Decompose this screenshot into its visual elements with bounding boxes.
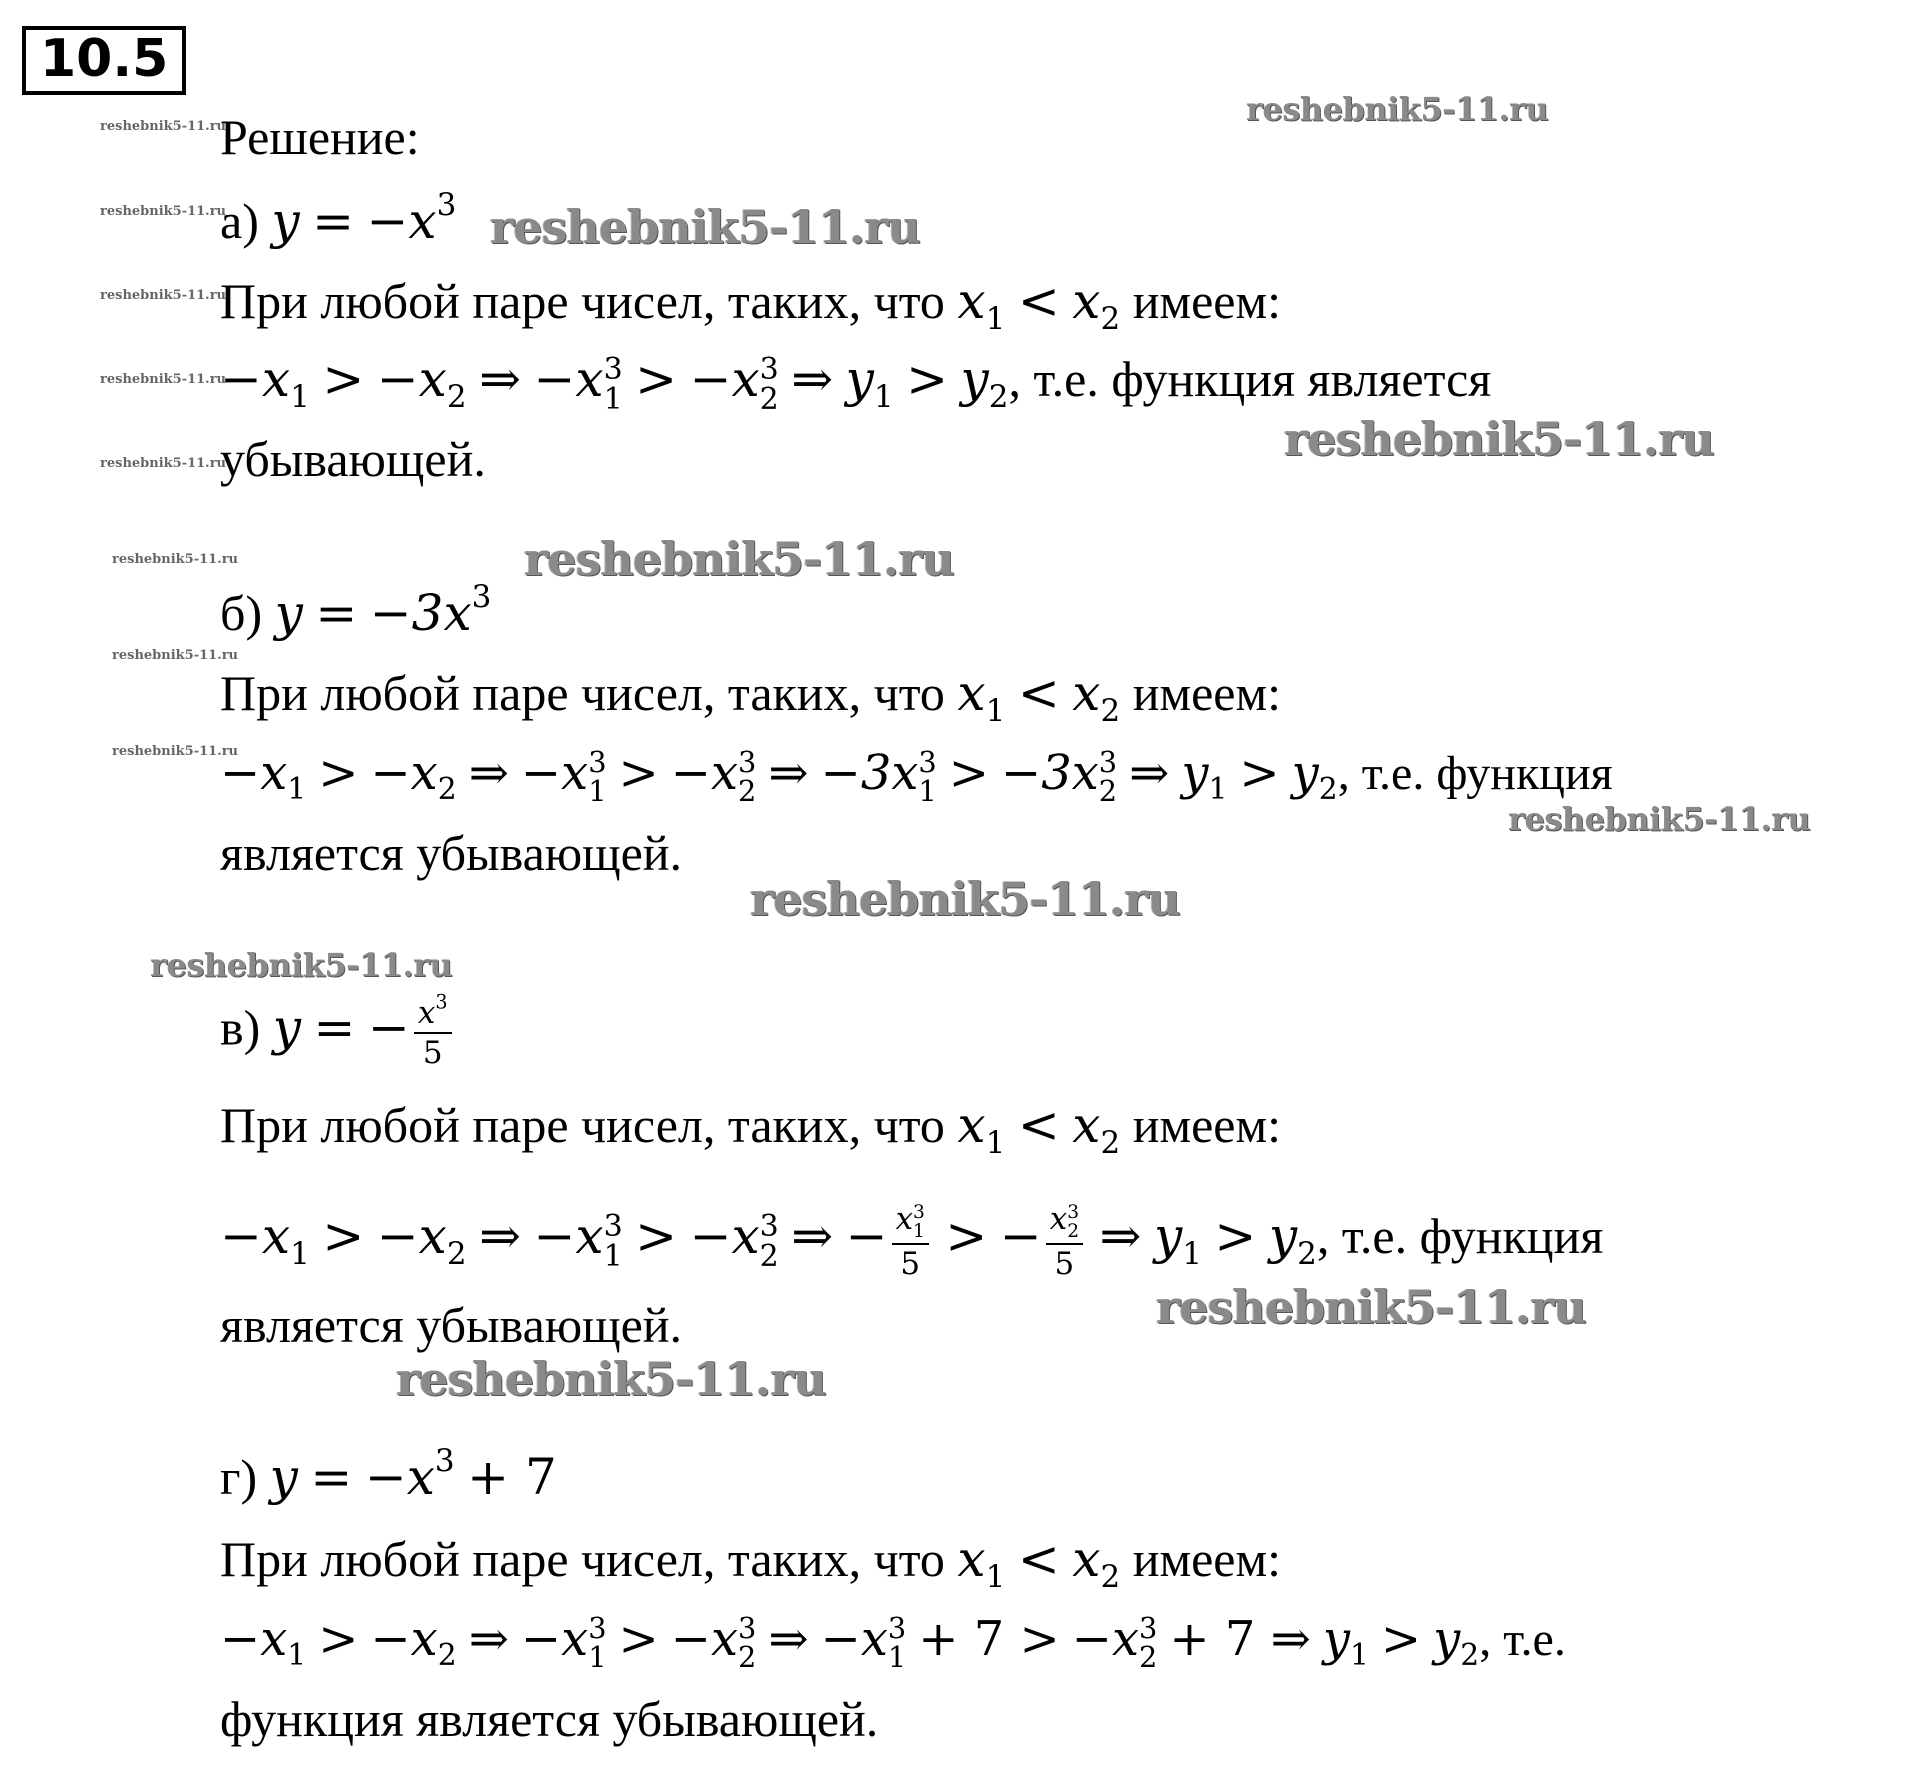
part-g-derivation: $-x_1 > -x_2$ ⇒ −x 3 1 > −x 3 2 ⇒ −x 3 1 + 7 > −x 3 2 + 7 ⇒ $y_1 > y_2$, т.е. (220, 1610, 1566, 1674)
part-v-derivation: $-x_1 > -x_2$ ⇒ −x 3 1 > −x 3 2 ⇒ − x 3 1 5 > − x 3 2 5 ⇒ $y_1 > y_2$, т.е. функция (220, 1201, 1604, 1283)
part-a-conclusion: убывающей. (220, 431, 486, 487)
part-b-derivation: $-x_1 > -x_2$ ⇒ −x 3 1 > −x 3 2 ⇒ −3x 3 1 > −3x 3 2 ⇒ $y_1 > y_2$, т.е. функция (220, 744, 1613, 808)
watermark: reshebnik5-11.ru (524, 532, 954, 586)
part-g-intro: При любой паре чисел, таких, что $x_1 < x_2$ имеем: (220, 1530, 1282, 1595)
watermark: reshebnik5-11.ru (100, 456, 227, 471)
part-v-function: в) y = − $\frac{x^3}{5}$ (220, 996, 456, 1070)
watermark: reshebnik5-11.ru (1508, 800, 1811, 838)
part-a-intro: При любой паре чисел, таких, что $x_1 < x_2$ имеем: (220, 272, 1282, 337)
watermark: reshebnik5-11.ru (150, 946, 453, 984)
watermark: reshebnik5-11.ru (112, 552, 239, 567)
watermark: reshebnik5-11.ru (112, 744, 239, 759)
part-v-conclusion: является убывающей. (220, 1297, 683, 1353)
watermark: reshebnik5-11.ru (112, 648, 239, 663)
watermark: reshebnik5-11.ru (100, 288, 227, 303)
watermark: reshebnik5-11.ru (100, 372, 227, 387)
part-a-derivation: $-x_1 > -x_2$ ⇒ −x 3 1 > −x 3 2 ⇒ $y_1 > y_2$, т.е. функция является (220, 350, 1492, 417)
watermark: reshebnik5-11.ru (100, 204, 227, 219)
part-g-conclusion: функция является убывающей. (220, 1691, 879, 1747)
solution-heading: Решение: (220, 109, 420, 165)
watermark: reshebnik5-11.ru (396, 1352, 826, 1406)
watermark: reshebnik5-11.ru (1156, 1280, 1586, 1334)
watermark: reshebnik5-11.ru (1246, 90, 1549, 128)
part-b-intro: При любой паре чисел, таких, что $x_1 < x_2$ имеем: (220, 664, 1282, 729)
problem-number: 10.5 (22, 26, 186, 95)
watermark: reshebnik5-11.ru (750, 872, 1180, 926)
watermark: reshebnik5-11.ru (490, 200, 920, 254)
part-g-function: г) $y = -x^3 + 7$ (220, 1442, 557, 1506)
part-b-function: б) $y = -3x^3$ (220, 578, 492, 642)
part-v-intro: При любой паре чисел, таких, что $x_1 < x_2$ имеем: (220, 1096, 1282, 1161)
part-b-conclusion: является убывающей. (220, 825, 683, 881)
watermark: reshebnik5-11.ru (100, 119, 227, 134)
watermark: reshebnik5-11.ru (1284, 412, 1714, 466)
part-a-function: а) $y = -x^3$ (220, 186, 457, 250)
